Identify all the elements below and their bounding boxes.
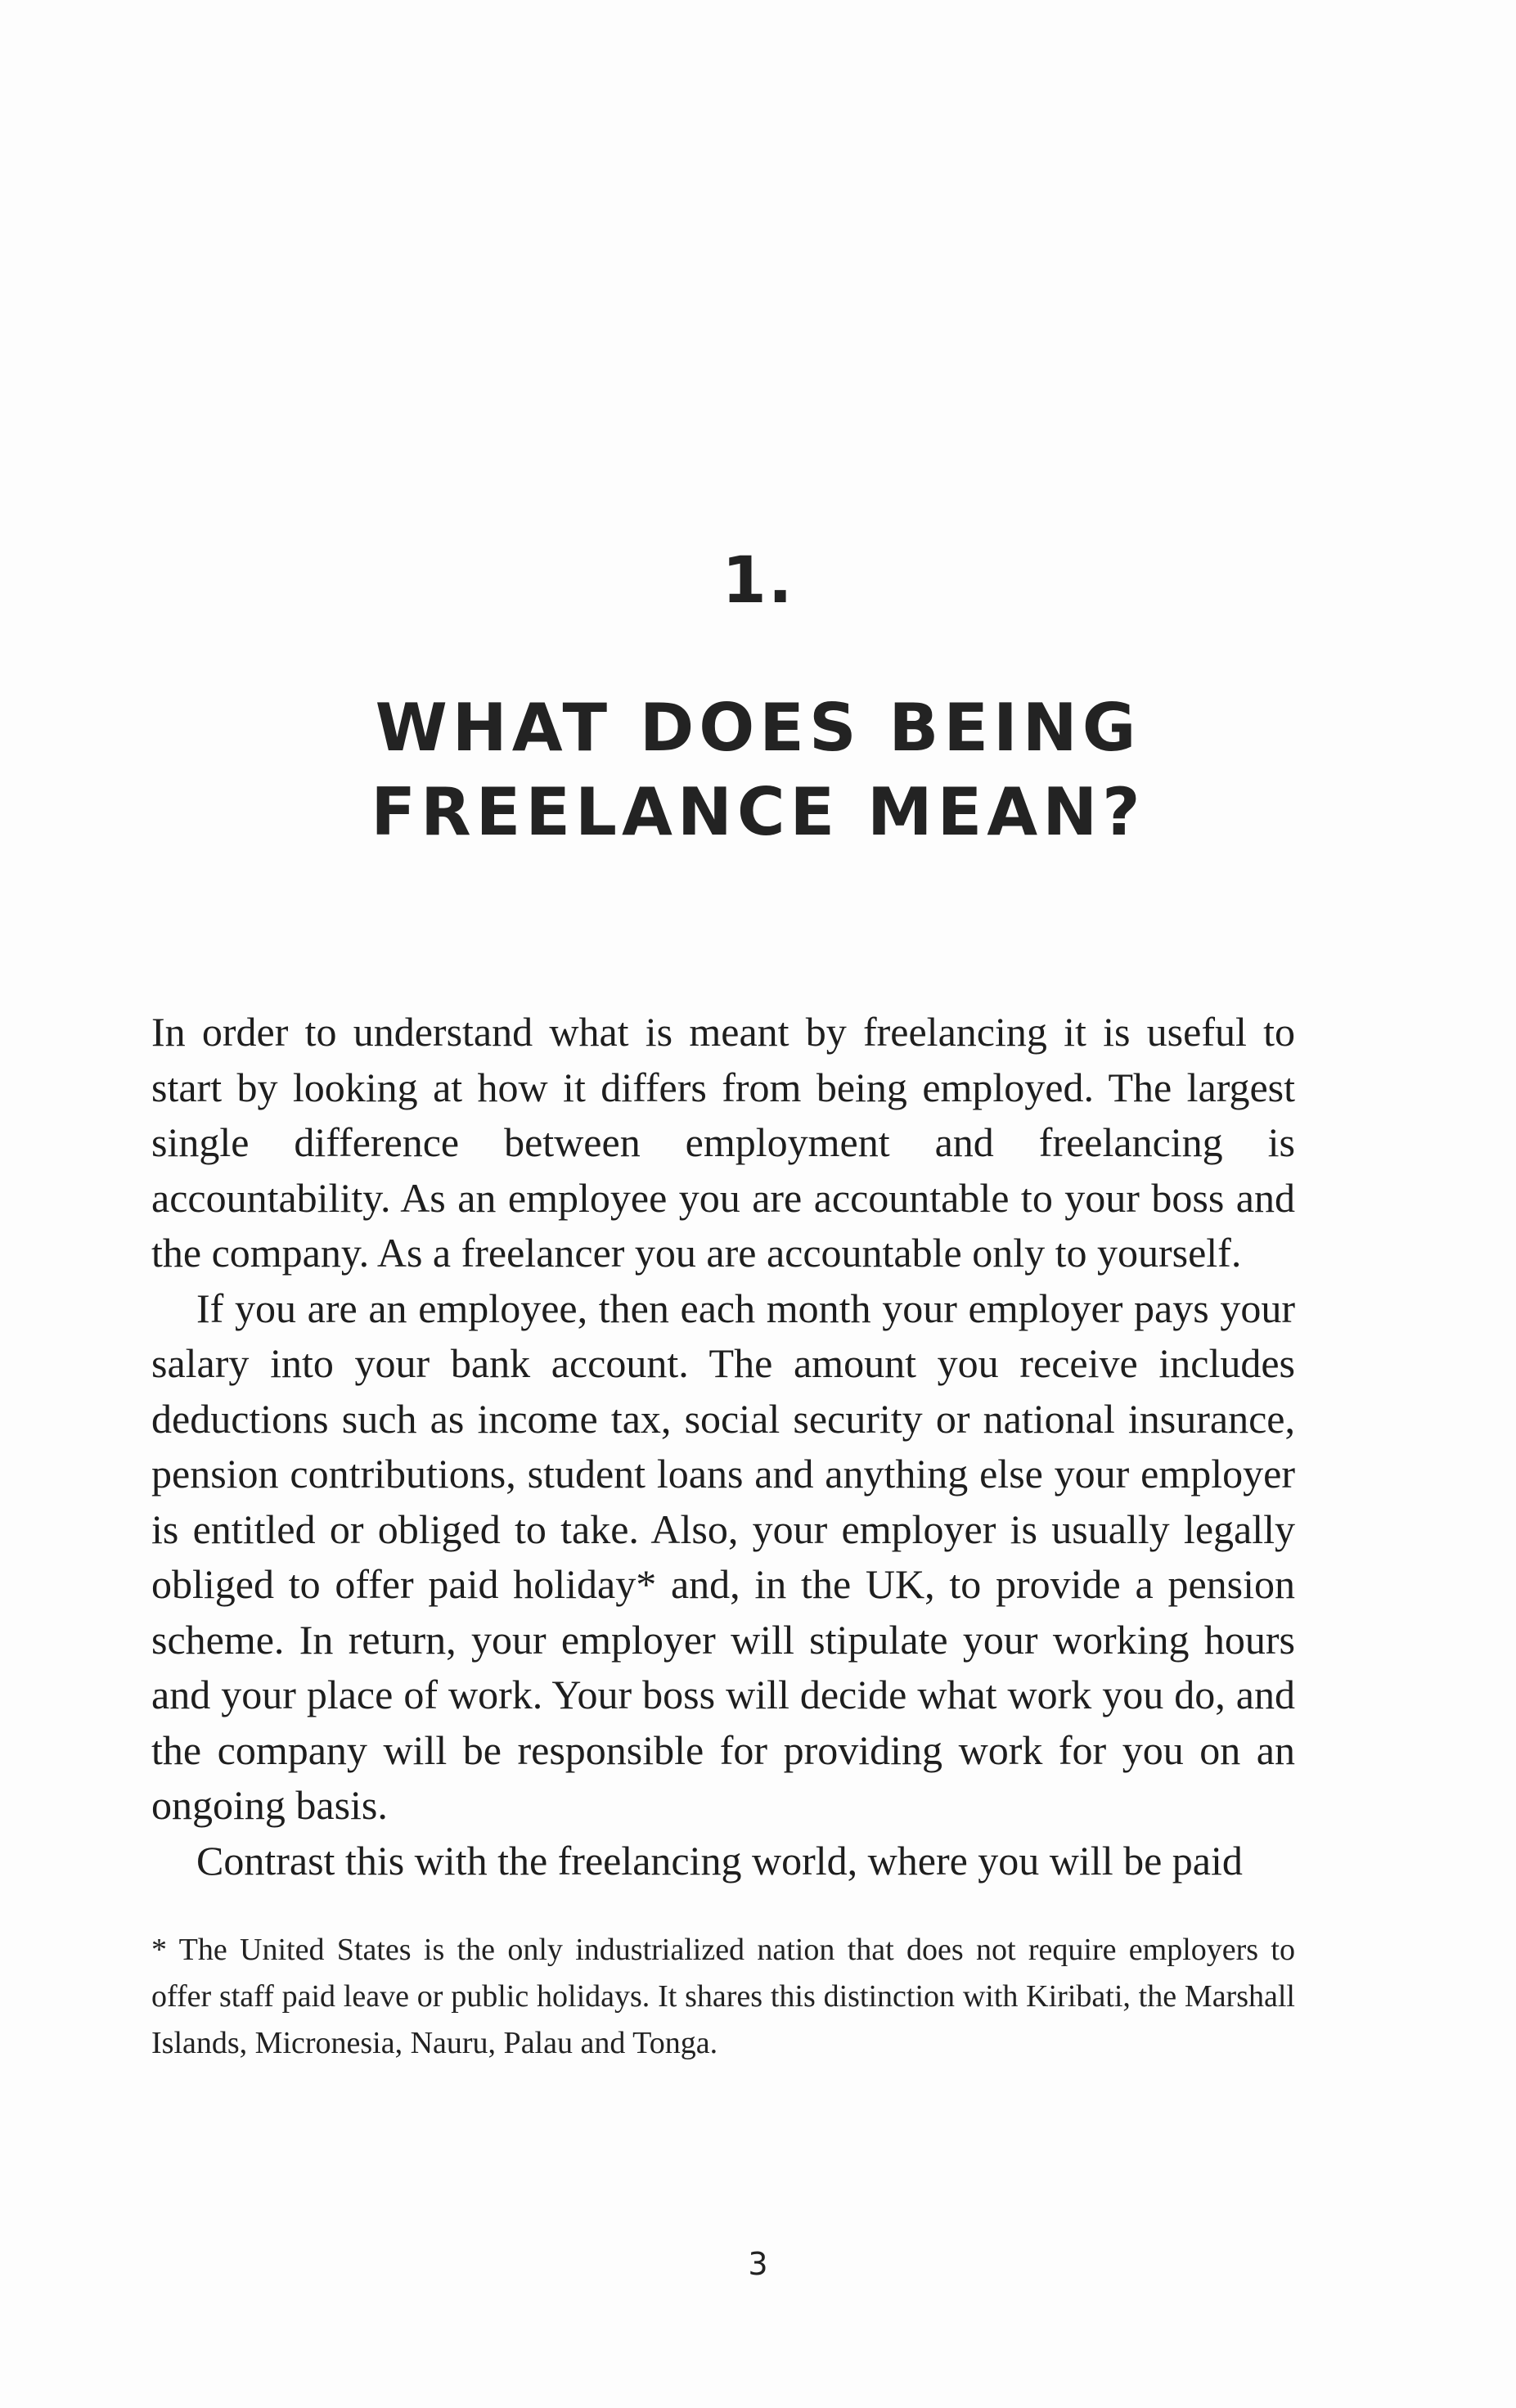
paragraph-3: Contrast this with the freelancing world, where you will be paid bbox=[196, 1837, 1243, 1884]
chapter-title bbox=[0, 686, 1516, 854]
chapter-number: 1. bbox=[722, 544, 794, 618]
page-number: 3 bbox=[748, 2246, 768, 2282]
body-text bbox=[151, 1005, 1295, 1888]
chapter-title-line-1: WHAT DOES BEING bbox=[375, 690, 1141, 766]
chapter-title-line-2: FREELANCE MEAN? bbox=[371, 774, 1145, 850]
paragraph-2: If you are an employee, then each month your employer pays your salary into your bank account. The amount you receive includes deductions such as income tax, social security or national insurance, pension contributions, student loans and anything else your employer is entitled or obliged to take. Also, your employer is usually legally obliged to offer paid holiday* and, in the UK, to provide a pension scheme. In return, your employer will stipulate your working hours and your place of work. Your boss will decide what work you do, and the company will be responsible for providing work for you on an ongoing basis. bbox=[151, 1285, 1295, 1828]
paragraph-1: In order to understand what is meant by freelancing it is useful to start by looking at how it differs from being employed. The largest single difference between employment and freelancing is accountability. As an employee you are accountable to your boss and the company. As a freelancer you are accountable only to yourself. bbox=[151, 1009, 1295, 1276]
footnote: * The United States is the only industrialized nation that does not require employers to offer staff paid leave or public holidays. It shares this distinction with Kiribati, the Marshall Islands, Micronesia, Nauru, Palau and Tonga. bbox=[151, 1933, 1295, 2060]
